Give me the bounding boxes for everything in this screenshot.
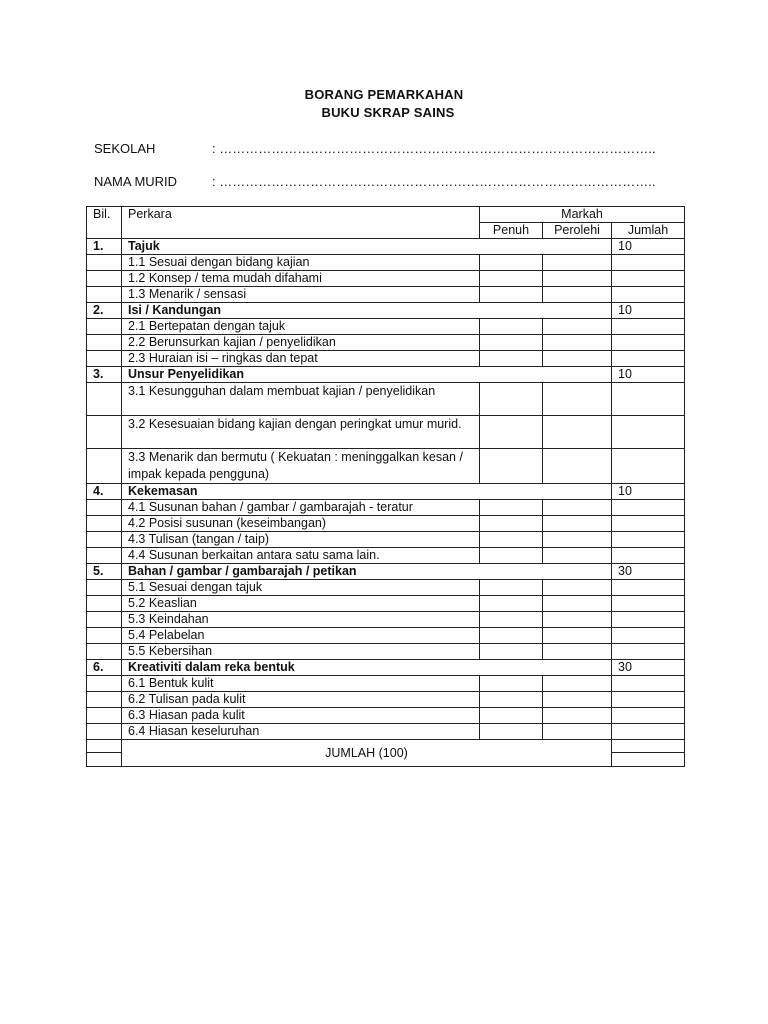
total-bil-cell-lower — [87, 753, 122, 767]
penuh-cell[interactable] — [480, 692, 543, 708]
criteria-label: 6.2 Tulisan pada kulit — [122, 692, 480, 708]
bil-cell — [87, 708, 122, 724]
criteria-row — [87, 644, 685, 660]
penuh-cell[interactable] — [480, 383, 543, 416]
jumlah-cell[interactable] — [612, 416, 685, 449]
bil-cell — [87, 255, 122, 271]
perolehi-cell[interactable] — [543, 287, 612, 303]
section-number: 2. — [87, 303, 122, 319]
bil-cell — [87, 287, 122, 303]
penuh-cell[interactable] — [480, 287, 543, 303]
total-row — [87, 740, 685, 753]
criteria-label: 5.4 Pelabelan — [122, 628, 480, 644]
criteria-label: 5.2 Keaslian — [122, 596, 480, 612]
criteria-row — [87, 708, 685, 724]
perolehi-cell[interactable] — [543, 580, 612, 596]
bil-cell — [87, 500, 122, 516]
total-label: JUMLAH (100) — [122, 740, 612, 767]
perolehi-cell[interactable] — [543, 335, 612, 351]
nama-murid-field[interactable]: : ……………………………………………………………………………………….. — [212, 174, 656, 189]
section-max-marks: 30 — [612, 660, 685, 676]
jumlah-cell[interactable] — [612, 287, 685, 303]
criteria-label: 1.1 Sesuai dengan bidang kajian — [122, 255, 480, 271]
bil-cell — [87, 516, 122, 532]
penuh-cell[interactable] — [480, 516, 543, 532]
penuh-cell[interactable] — [480, 708, 543, 724]
bil-cell — [87, 628, 122, 644]
jumlah-cell[interactable] — [612, 335, 685, 351]
criteria-row — [87, 628, 685, 644]
section-number: 1. — [87, 239, 122, 255]
criteria-label: 2.1 Bertepatan dengan tajuk — [122, 319, 480, 335]
section-row — [87, 484, 685, 500]
bil-cell — [87, 644, 122, 660]
penuh-cell[interactable] — [480, 271, 543, 287]
penuh-cell[interactable] — [480, 532, 543, 548]
jumlah-cell[interactable] — [612, 383, 685, 416]
col-header-jumlah: Jumlah — [612, 223, 685, 239]
jumlah-cell[interactable] — [612, 596, 685, 612]
perolehi-cell[interactable] — [543, 351, 612, 367]
section-max-marks: 10 — [612, 239, 685, 255]
jumlah-cell[interactable] — [612, 516, 685, 532]
criteria-label: 2.2 Berunsurkan kajian / penyelidikan — [122, 335, 480, 351]
section-number: 6. — [87, 660, 122, 676]
criteria-row — [87, 319, 685, 335]
bil-cell — [87, 383, 122, 416]
section-title: Tajuk — [122, 239, 612, 255]
penuh-cell[interactable] — [480, 580, 543, 596]
perolehi-cell[interactable] — [543, 516, 612, 532]
criteria-row — [87, 500, 685, 516]
criteria-label: 6.4 Hiasan keseluruhan — [122, 724, 480, 740]
criteria-row — [87, 612, 685, 628]
perolehi-cell[interactable] — [543, 724, 612, 740]
jumlah-cell[interactable] — [612, 255, 685, 271]
form-title: BORANG PEMARKAHAN — [304, 87, 464, 102]
sekolah-field[interactable]: : ……………………………………………………………………………………….. — [212, 141, 656, 156]
penuh-cell[interactable] — [480, 644, 543, 660]
penuh-cell[interactable] — [480, 724, 543, 740]
jumlah-cell[interactable] — [612, 724, 685, 740]
criteria-label: 4.3 Tulisan (tangan / taip) — [122, 532, 480, 548]
marking-table — [86, 206, 685, 767]
jumlah-cell[interactable] — [612, 612, 685, 628]
section-title: Kekemasan — [122, 484, 612, 500]
jumlah-cell[interactable] — [612, 500, 685, 516]
perolehi-cell[interactable] — [543, 596, 612, 612]
perolehi-cell[interactable] — [543, 628, 612, 644]
criteria-row — [87, 255, 685, 271]
total-jumlah-cell-lower[interactable] — [612, 753, 685, 767]
criteria-row — [87, 416, 685, 449]
penuh-cell[interactable] — [480, 449, 543, 484]
perolehi-cell[interactable] — [543, 383, 612, 416]
section-max-marks: 10 — [612, 367, 685, 383]
criteria-label: 4.4 Susunan berkaitan antara satu sama lain. — [122, 548, 480, 564]
criteria-row — [87, 596, 685, 612]
section-title: Bahan / gambar / gambarajah / petikan — [122, 564, 612, 580]
perolehi-cell[interactable] — [543, 644, 612, 660]
perolehi-cell[interactable] — [543, 319, 612, 335]
perolehi-cell[interactable] — [543, 449, 612, 484]
perolehi-cell[interactable] — [543, 255, 612, 271]
bil-cell — [87, 449, 122, 484]
penuh-cell[interactable] — [480, 548, 543, 564]
bil-cell — [87, 612, 122, 628]
criteria-label: 6.1 Bentuk kulit — [122, 676, 480, 692]
section-max-marks: 10 — [612, 484, 685, 500]
col-header-bil: Bil. — [87, 207, 122, 239]
criteria-row — [87, 692, 685, 708]
criteria-label: 4.1 Susunan bahan / gambar / gambarajah - teratur — [122, 500, 480, 516]
criteria-label: 3.1 Kesungguhan dalam membuat kajian / penyelidikan — [122, 383, 480, 416]
penuh-cell[interactable] — [480, 319, 543, 335]
criteria-row — [87, 335, 685, 351]
jumlah-cell[interactable] — [612, 319, 685, 335]
jumlah-cell[interactable] — [612, 449, 685, 484]
criteria-row — [87, 271, 685, 287]
bil-cell — [87, 416, 122, 449]
section-row — [87, 660, 685, 676]
perolehi-cell[interactable] — [543, 500, 612, 516]
bil-cell — [87, 580, 122, 596]
jumlah-cell[interactable] — [612, 271, 685, 287]
perolehi-cell[interactable] — [543, 416, 612, 449]
penuh-cell[interactable] — [480, 335, 543, 351]
criteria-row — [87, 532, 685, 548]
jumlah-cell[interactable] — [612, 548, 685, 564]
col-header-penuh: Penuh — [480, 223, 543, 239]
criteria-row — [87, 383, 685, 416]
penuh-cell[interactable] — [480, 596, 543, 612]
section-max-marks: 30 — [612, 564, 685, 580]
perolehi-cell[interactable] — [543, 548, 612, 564]
criteria-label: 5.3 Keindahan — [122, 612, 480, 628]
criteria-row — [87, 580, 685, 596]
section-row — [87, 303, 685, 319]
jumlah-cell[interactable] — [612, 532, 685, 548]
form-subtitle: BUKU SKRAP SAINS — [321, 105, 455, 120]
criteria-row — [87, 516, 685, 532]
section-row — [87, 239, 685, 255]
jumlah-cell[interactable] — [612, 580, 685, 596]
penuh-cell[interactable] — [480, 255, 543, 271]
bil-cell — [87, 548, 122, 564]
criteria-row — [87, 548, 685, 564]
bil-cell — [87, 596, 122, 612]
section-title: Isi / Kandungan — [122, 303, 612, 319]
section-row — [87, 367, 685, 383]
section-number: 4. — [87, 484, 122, 500]
section-number: 5. — [87, 564, 122, 580]
section-row — [87, 564, 685, 580]
jumlah-cell[interactable] — [612, 676, 685, 692]
bil-cell — [87, 335, 122, 351]
total-bil-cell — [87, 740, 122, 753]
bil-cell — [87, 692, 122, 708]
criteria-label: 1.3 Menarik / sensasi — [122, 287, 480, 303]
section-title: Kreativiti dalam reka bentuk — [122, 660, 612, 676]
perolehi-cell[interactable] — [543, 271, 612, 287]
total-jumlah-cell[interactable] — [612, 740, 685, 753]
section-title: Unsur Penyelidikan — [122, 367, 612, 383]
penuh-cell[interactable] — [480, 628, 543, 644]
perolehi-cell[interactable] — [543, 532, 612, 548]
penuh-cell[interactable] — [480, 676, 543, 692]
perolehi-cell[interactable] — [543, 708, 612, 724]
criteria-row — [87, 351, 685, 367]
criteria-label: 5.5 Kebersihan — [122, 644, 480, 660]
criteria-row — [87, 676, 685, 692]
jumlah-cell[interactable] — [612, 351, 685, 367]
perolehi-cell[interactable] — [543, 692, 612, 708]
bil-cell — [87, 271, 122, 287]
criteria-row — [87, 724, 685, 740]
jumlah-cell[interactable] — [612, 644, 685, 660]
perolehi-cell[interactable] — [543, 612, 612, 628]
penuh-cell[interactable] — [480, 416, 543, 449]
criteria-label: 1.2 Konsep / tema mudah difahami — [122, 271, 480, 287]
criteria-row — [87, 287, 685, 303]
bil-cell — [87, 532, 122, 548]
bil-cell — [87, 319, 122, 335]
criteria-label: 5.1 Sesuai dengan tajuk — [122, 580, 480, 596]
sekolah-label: SEKOLAH — [94, 141, 156, 156]
criteria-label: 2.3 Huraian isi – ringkas dan tepat — [122, 351, 480, 367]
criteria-label: 4.2 Posisi susunan (keseimbangan) — [122, 516, 480, 532]
perolehi-cell[interactable] — [543, 676, 612, 692]
col-header-perolehi: Perolehi — [543, 223, 612, 239]
jumlah-cell[interactable] — [612, 692, 685, 708]
criteria-label: 3.3 Menarik dan bermutu ( Kekuatan : meninggalkan kesan / impak kepada pengguna) — [122, 449, 480, 484]
bil-cell — [87, 724, 122, 740]
criteria-label: 6.3 Hiasan pada kulit — [122, 708, 480, 724]
bil-cell — [87, 351, 122, 367]
criteria-label: 3.2 Kesesuaian bidang kajian dengan peringkat umur murid. — [122, 416, 480, 449]
section-number: 3. — [87, 367, 122, 383]
col-header-markah: Markah — [480, 207, 685, 223]
penuh-cell[interactable] — [480, 500, 543, 516]
jumlah-cell[interactable] — [612, 628, 685, 644]
nama-murid-label: NAMA MURID — [94, 174, 178, 189]
jumlah-cell[interactable] — [612, 708, 685, 724]
col-header-perkara: Perkara — [122, 207, 480, 239]
bil-cell — [87, 676, 122, 692]
penuh-cell[interactable] — [480, 612, 543, 628]
section-max-marks: 10 — [612, 303, 685, 319]
criteria-row — [87, 449, 685, 484]
penuh-cell[interactable] — [480, 351, 543, 367]
